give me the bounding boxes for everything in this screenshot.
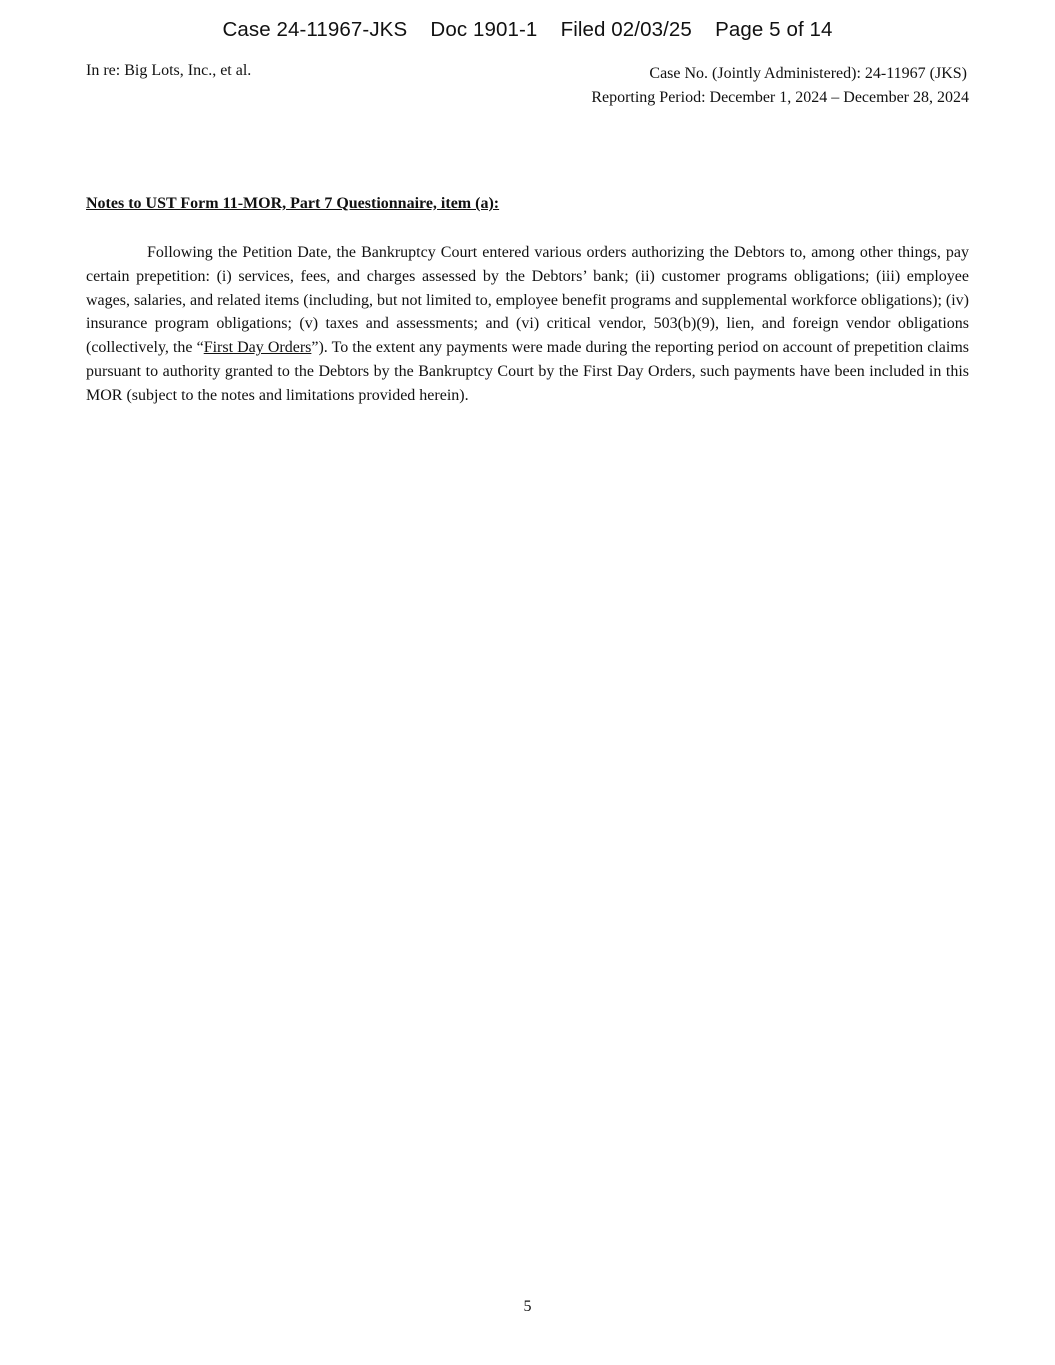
paragraph-text-part-2: ”). To the extent any payments were made during the reporting period on account of prepetition claims pursuant to authority granted to the Debtors by the Bankruptcy Court by the First Day Orders, such payments have been included in this MOR (subject to the notes and limitations provided herein). (86, 339, 969, 404)
case-number: Case No. (Jointly Administered): 24-11967 (JKS) (649, 65, 967, 82)
in-re-caption: In re: Big Lots, Inc., et al. (86, 62, 252, 79)
page-number: 5 (523, 1298, 532, 1315)
court-filing-stamp: Case 24-11967-JKS Doc 1901-1 Filed 02/03/25 Page 5 of 14 (222, 18, 833, 41)
section-heading: Notes to UST Form 11-MOR, Part 7 Questionnaire, item (a): (86, 195, 500, 212)
case-header (591, 62, 969, 110)
reporting-period: Reporting Period: December 1, 2024 – December 28, 2024 (591, 89, 969, 106)
notes-paragraph (86, 241, 969, 408)
defined-term-first-day-orders: First Day Orders (203, 339, 312, 357)
paragraph-text-part-1: Following the Petition Date, the Bankruptcy Court entered various orders authorizing the Debtors to, among other things, pay certain prepetition: (i) services, fees, and charges assessed by the Debtors’ bank; (ii) customer programs obligations; (iii) employee wages, salaries, and related items (including, but not limited to, employee benefit programs and supplemental workforce obligations); (iv) insurance program obligations; (v) taxes and assessments; and (vi) critical vendor, 503(b)(9), lien, and foreign vendor obligations (collectively, the “ (86, 244, 969, 357)
